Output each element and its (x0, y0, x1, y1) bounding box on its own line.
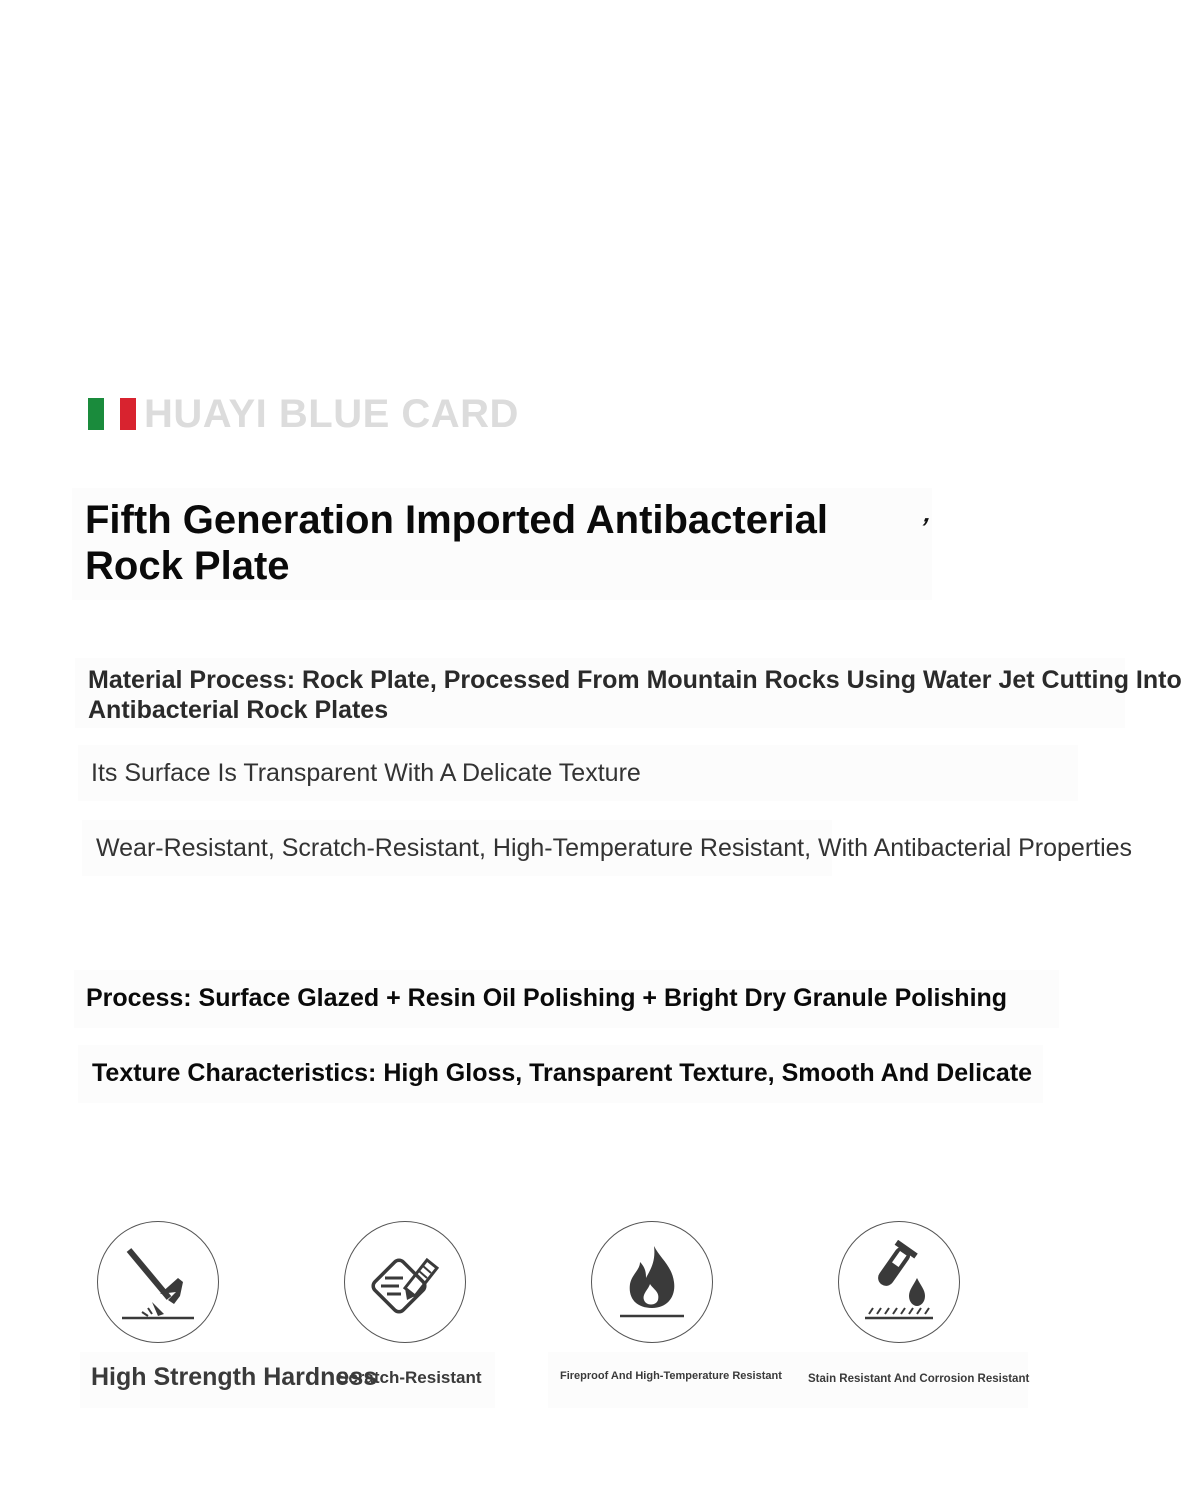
process-text: Process: Surface Glazed + Resin Oil Polishing + Bright Dry Granule Polishing (86, 984, 1008, 1012)
feature-label-hardness: High Strength Hardness (91, 1363, 378, 1391)
brand-name: HUAYI BLUE CARD (144, 392, 519, 436)
test-tube-icon (857, 1240, 941, 1324)
hammer-icon (116, 1240, 200, 1324)
scratch-icon (363, 1240, 447, 1324)
feature-label-stain: Stain Resistant And Corrosion Resistant (808, 1373, 1030, 1385)
feature-test-tube (838, 1221, 960, 1343)
feature-label-fireproof: Fireproof And High-Temperature Resistant (560, 1370, 782, 1382)
feature-label-scratch: Scratch-Resistant (337, 1368, 482, 1387)
flame-icon (610, 1240, 694, 1324)
page-title: Fifth Generation Imported Antibacterial Rock Plate (85, 498, 829, 588)
flag-green (88, 398, 104, 430)
italy-flag-icon (88, 398, 136, 430)
texture-text: Texture Characteristics: High Gloss, Transparent Texture, Smooth And Delicate (92, 1059, 1033, 1087)
material-process-text: Material Process: Rock Plate, Processed From Mountain Rocks Using Water Jet Cutting Into Antibacterial Rock Plates (88, 666, 1182, 724)
feature-hammer (97, 1221, 219, 1343)
surface-text: Its Surface Is Transparent With A Delicate Texture (91, 759, 641, 787)
flag-red (120, 398, 136, 430)
title-mark: ’ (914, 512, 933, 542)
flag-white (104, 398, 120, 430)
feature-scratch (344, 1221, 466, 1343)
wear-text: Wear-Resistant, Scratch-Resistant, High-Temperature Resistant, With Antibacterial Properties (96, 834, 1133, 862)
feature-flame (591, 1221, 713, 1343)
